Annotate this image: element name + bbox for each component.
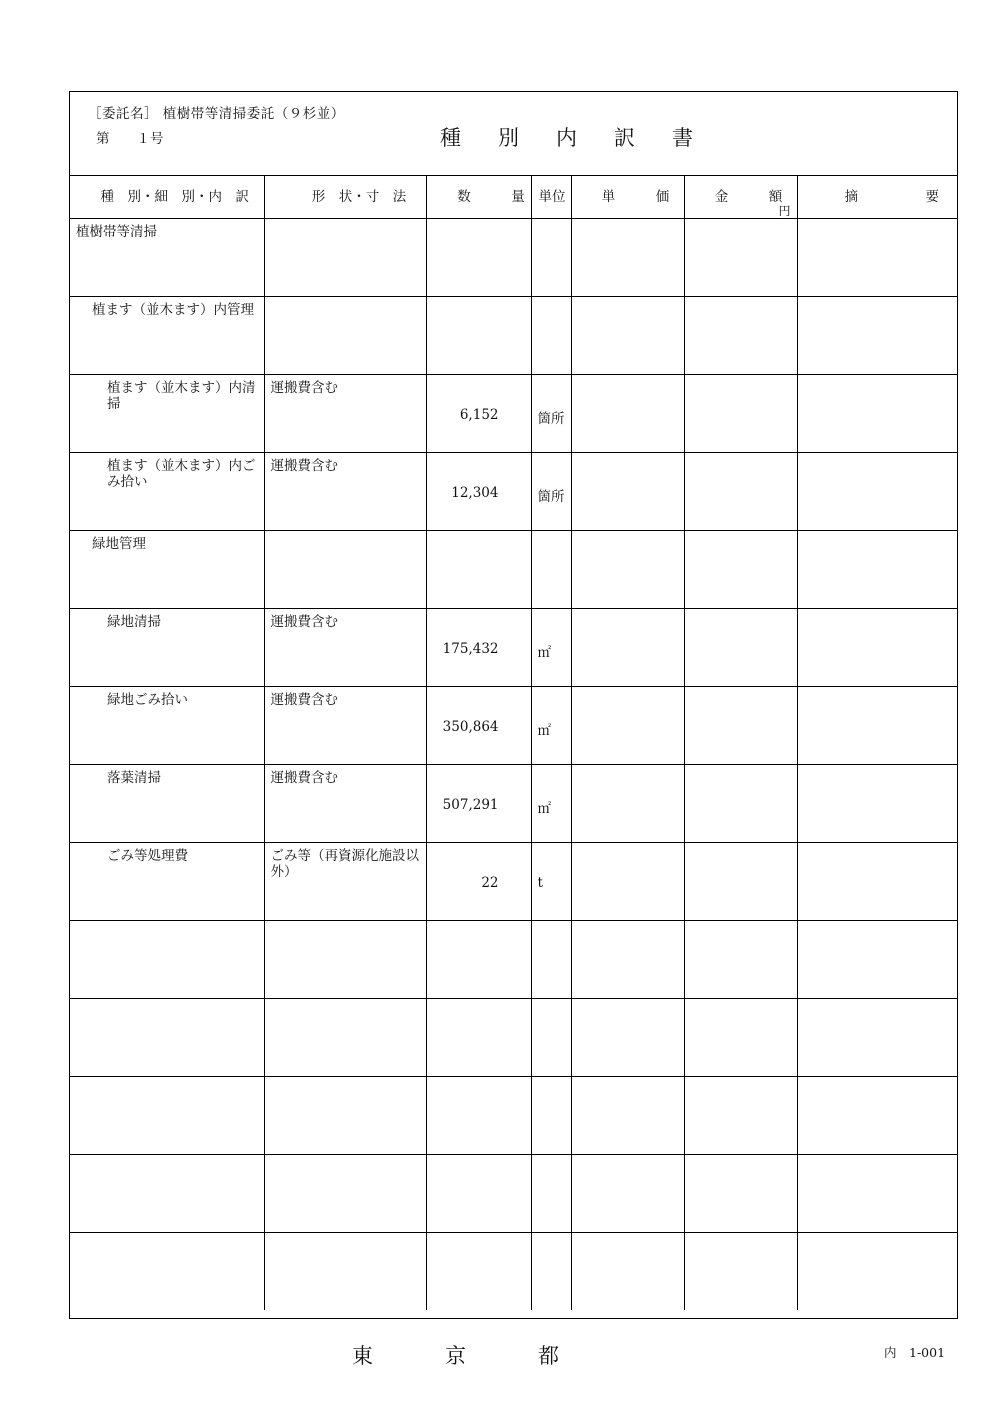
cell-remarks	[797, 375, 957, 453]
cell-spec	[264, 843, 426, 921]
cell-qty	[426, 219, 531, 297]
item-name: 落葉清掃	[107, 770, 161, 786]
item-spec	[265, 297, 426, 302]
cell-amount	[684, 297, 797, 375]
cell-unit	[531, 1233, 571, 1311]
col-header-unit: 単位	[531, 176, 571, 219]
cell-remarks	[797, 999, 957, 1077]
cell-qty	[426, 531, 531, 609]
item-name: 植ます（並木ます）内清掃	[107, 380, 256, 412]
cell-item	[70, 609, 264, 687]
cell-price	[571, 1155, 684, 1233]
cell-spec	[264, 609, 426, 687]
cell-item	[70, 375, 264, 453]
cell-unit	[531, 375, 571, 453]
document-title: 種別内訳書	[440, 126, 730, 150]
cell-amount	[684, 999, 797, 1077]
cell-spec	[264, 1155, 426, 1233]
col-header-price: 単 価	[571, 176, 684, 219]
cell-item	[70, 999, 264, 1077]
cell-spec	[264, 219, 426, 297]
cell-item	[70, 921, 264, 999]
cell-price	[571, 999, 684, 1077]
cell-item	[70, 1077, 264, 1155]
item-spec	[265, 531, 426, 536]
cell-spec	[264, 1077, 426, 1155]
col-header-amount: 金 額 円	[684, 176, 797, 219]
document-number: 第 １号	[96, 131, 164, 147]
table-row	[70, 687, 957, 765]
cell-qty	[426, 1155, 531, 1233]
table-row	[70, 375, 957, 453]
cell-qty	[426, 1233, 531, 1311]
cell-qty	[426, 297, 531, 375]
item-name	[70, 1155, 264, 1160]
col-header-spec: 形 状・寸 法	[264, 176, 426, 219]
cell-amount	[684, 609, 797, 687]
item-unit: ㎡	[537, 645, 551, 661]
table-row	[70, 531, 957, 609]
cell-item	[70, 531, 264, 609]
cell-unit	[531, 765, 571, 843]
cell-remarks	[797, 453, 957, 531]
item-unit: ㎡	[537, 723, 551, 739]
cell-qty	[426, 687, 531, 765]
item-spec	[265, 1155, 426, 1160]
cell-qty	[426, 921, 531, 999]
item-spec: 運搬費含む	[270, 458, 338, 474]
col-header-qty: 数 量	[426, 176, 531, 219]
item-spec: 運搬費含む	[270, 614, 338, 630]
table-row	[70, 921, 957, 999]
cell-spec	[264, 297, 426, 375]
cell-amount	[684, 375, 797, 453]
col-header-remarks: 摘 要	[797, 176, 957, 219]
cell-amount	[684, 765, 797, 843]
item-spec: 運搬費含む	[270, 770, 338, 786]
cell-amount	[684, 1077, 797, 1155]
cell-qty	[426, 765, 531, 843]
table-row	[70, 297, 957, 375]
item-spec	[265, 1233, 426, 1238]
cell-price	[571, 1077, 684, 1155]
cell-item	[70, 453, 264, 531]
table-row	[70, 609, 957, 687]
cell-unit	[531, 531, 571, 609]
cell-price	[571, 687, 684, 765]
cell-spec	[264, 531, 426, 609]
cell-unit	[531, 843, 571, 921]
cell-item	[70, 219, 264, 297]
cell-amount	[684, 921, 797, 999]
cell-unit	[531, 219, 571, 297]
cell-spec	[264, 999, 426, 1077]
cell-price	[571, 609, 684, 687]
cell-remarks	[797, 531, 957, 609]
item-quantity: 507,291	[442, 797, 499, 813]
cell-qty	[426, 453, 531, 531]
cell-price	[571, 1233, 684, 1311]
cell-remarks	[797, 219, 957, 297]
item-spec	[265, 1077, 426, 1082]
cell-amount	[684, 1155, 797, 1233]
cell-unit	[531, 999, 571, 1077]
cell-remarks	[797, 843, 957, 921]
item-unit: t	[537, 875, 543, 891]
table-row	[70, 453, 957, 531]
cell-qty	[426, 609, 531, 687]
cell-price	[571, 375, 684, 453]
cell-remarks	[797, 1077, 957, 1155]
cell-unit	[531, 453, 571, 531]
cell-spec	[264, 765, 426, 843]
cell-price	[571, 765, 684, 843]
page-code: 内 1-001	[884, 1345, 946, 1360]
cell-spec	[264, 1233, 426, 1311]
item-spec: 運搬費含む	[270, 692, 338, 708]
cell-spec	[264, 921, 426, 999]
cell-amount	[684, 1233, 797, 1311]
item-name: 緑地ごみ拾い	[107, 692, 188, 708]
item-quantity: 175,432	[442, 641, 499, 657]
item-name: 植ます（並木ます）内管理	[92, 302, 254, 318]
cell-qty	[426, 375, 531, 453]
amount-unit-label: 円	[778, 204, 791, 218]
table-row	[70, 843, 957, 921]
item-name	[70, 999, 264, 1004]
table-row	[70, 1155, 957, 1233]
item-unit: 箇所	[537, 411, 565, 427]
item-name: 緑地管理	[92, 536, 146, 552]
cell-item	[70, 1155, 264, 1233]
cell-unit	[531, 609, 571, 687]
cell-item	[70, 765, 264, 843]
document-header	[70, 92, 957, 176]
table-row	[70, 219, 957, 297]
cell-spec	[264, 375, 426, 453]
item-spec	[265, 219, 426, 224]
cell-unit	[531, 921, 571, 999]
item-name	[70, 1077, 264, 1082]
cell-price	[571, 453, 684, 531]
cell-qty	[426, 1077, 531, 1155]
item-name: 植樹帯等清掃	[76, 224, 157, 240]
table-header-row	[70, 176, 957, 219]
cell-item	[70, 1233, 264, 1311]
cell-unit	[531, 1077, 571, 1155]
cell-qty	[426, 999, 531, 1077]
cell-remarks	[797, 297, 957, 375]
item-name: 緑地清掃	[107, 614, 161, 630]
item-unit: 箇所	[537, 489, 565, 505]
cell-remarks	[797, 687, 957, 765]
cell-unit	[531, 297, 571, 375]
cell-item	[70, 843, 264, 921]
item-spec	[265, 921, 426, 926]
cell-qty	[426, 843, 531, 921]
cell-spec	[264, 453, 426, 531]
cell-amount	[684, 687, 797, 765]
col-header-item: 種 別・細 別・内 訳	[70, 176, 264, 219]
cell-spec	[264, 687, 426, 765]
commission-name: ［委託名］ 植樹帯等清掃委託（９杉並）	[88, 106, 345, 122]
cell-price	[571, 843, 684, 921]
cell-remarks	[797, 1233, 957, 1311]
item-spec	[265, 999, 426, 1004]
breakdown-table	[70, 176, 957, 1310]
cell-price	[571, 531, 684, 609]
footer-organization: 東京都	[352, 1344, 631, 1368]
item-spec: ごみ等（再資源化施設以外）	[270, 848, 419, 880]
item-name: 植ます（並木ます）内ごみ拾い	[107, 458, 256, 490]
table-row	[70, 765, 957, 843]
cell-item	[70, 297, 264, 375]
cell-price	[571, 921, 684, 999]
item-name	[70, 921, 264, 926]
item-quantity: 22	[481, 875, 499, 891]
cell-remarks	[797, 1155, 957, 1233]
table-row	[70, 999, 957, 1077]
item-quantity: 350,864	[442, 719, 499, 735]
cell-amount	[684, 219, 797, 297]
cell-unit	[531, 1155, 571, 1233]
item-spec: 運搬費含む	[270, 380, 338, 396]
cell-unit	[531, 687, 571, 765]
document-sheet	[69, 91, 958, 1319]
item-name	[70, 1233, 264, 1238]
table-row	[70, 1077, 957, 1155]
cell-remarks	[797, 921, 957, 999]
item-quantity: 6,152	[459, 407, 499, 423]
item-name: ごみ等処理費	[107, 848, 188, 864]
cell-item	[70, 687, 264, 765]
item-unit: ㎡	[537, 801, 551, 817]
cell-amount	[684, 453, 797, 531]
cell-remarks	[797, 609, 957, 687]
cell-amount	[684, 843, 797, 921]
cell-remarks	[797, 765, 957, 843]
cell-price	[571, 219, 684, 297]
item-quantity: 12,304	[451, 485, 499, 501]
table-row	[70, 1233, 957, 1311]
cell-amount	[684, 531, 797, 609]
cell-price	[571, 297, 684, 375]
